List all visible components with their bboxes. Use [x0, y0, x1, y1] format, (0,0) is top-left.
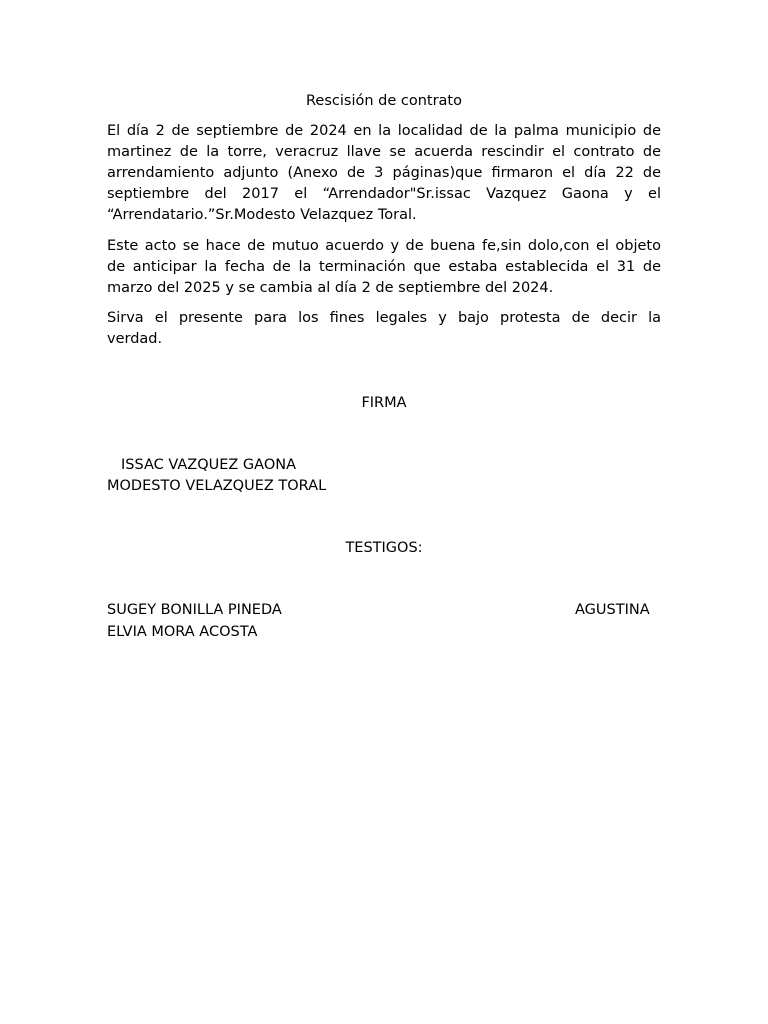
paragraph-rescission-agreement — [107, 121, 661, 226]
testigos-heading: TESTIGOS: — [345, 540, 423, 556]
witness-name: ELVIA MORA ACOSTA — [107, 624, 258, 640]
signatory-name: ISSAC VAZQUEZ GAONA — [121, 457, 297, 473]
signatory-name: MODESTO VELAZQUEZ TORAL — [107, 478, 327, 494]
paragraph-line: El día 2 de septiembre de 2024 en la localidad de la palma municipio de — [107, 123, 661, 139]
paragraph-line: Este acto se hace de mutuo acuerdo y de buena fe,sin dolo,con el objeto — [107, 238, 661, 254]
paragraph-line: verdad. — [107, 331, 163, 347]
paragraph-line: arrendamiento adjunto (Anexo de 3 páginas)que firmaron el día 22 de — [107, 165, 661, 181]
paragraph-line: septiembre del 2017 el “Arrendador"Sr.issac Vazquez Gaona y el — [107, 186, 661, 202]
paragraph-line: Sirva el presente para los fines legales y bajo protesta de decir la — [107, 310, 661, 326]
paragraph-line: “Arrendatario.”Sr.Modesto Velazquez Toral. — [107, 207, 417, 223]
paragraph-mutual-agreement — [107, 236, 661, 299]
document-title: Rescisión de contrato — [305, 93, 462, 109]
witness-name: AGUSTINA — [575, 602, 650, 618]
firma-heading: FIRMA — [361, 395, 407, 411]
paragraph-line: marzo del 2025 y se cambia al día 2 de septiembre del 2024. — [107, 280, 554, 296]
paragraph-line: martinez de la torre, veracruz llave se acuerda rescindir el contrato de — [107, 144, 661, 160]
witness-name: SUGEY BONILLA PINEDA — [107, 602, 282, 618]
paragraph-legal-statement — [107, 308, 661, 350]
paragraph-line: de anticipar la fecha de la terminación que estaba establecida el 31 de — [107, 259, 661, 275]
